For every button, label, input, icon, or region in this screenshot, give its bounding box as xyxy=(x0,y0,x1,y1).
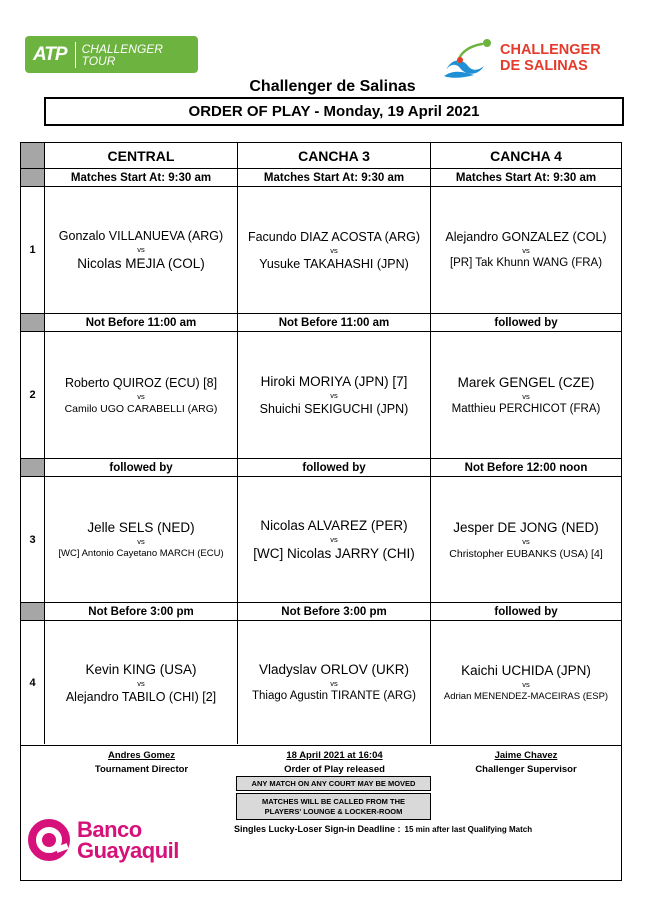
versus-label: vs xyxy=(522,536,530,546)
banco-guayaquil-text xyxy=(77,819,179,861)
match-cell xyxy=(431,332,621,459)
match-cell xyxy=(238,187,431,314)
match-cell xyxy=(45,621,238,744)
deadline-label: Singles Lucky-Loser Sign-in Deadline : xyxy=(234,824,401,834)
start-time-central: Not Before 11:00 am xyxy=(45,314,238,332)
start-time-cancha-3: followed by xyxy=(238,459,431,477)
players-lounge-notice xyxy=(236,793,431,820)
release-timestamp: 18 April 2021 at 16:04 xyxy=(286,750,383,761)
atp-logo-line2: TOUR xyxy=(81,53,116,68)
match-moved-notice: ANY MATCH ON ANY COURT MAY BE MOVED xyxy=(236,776,431,791)
player-one: Alejandro GONZALEZ (COL) xyxy=(445,230,607,244)
start-time-cancha-4: Matches Start At: 9:30 am xyxy=(431,169,621,187)
match-cell xyxy=(45,477,238,603)
versus-label: vs xyxy=(137,678,145,688)
player-two: [PR] Tak Khunn WANG (FRA) xyxy=(449,257,603,269)
start-time-cancha-3: Not Before 11:00 am xyxy=(238,314,431,332)
versus-label: vs xyxy=(137,391,145,401)
versus-label: vs xyxy=(330,391,338,400)
player-one: Roberto QUIROZ (ECU) [8] xyxy=(64,375,218,390)
banco-guayaquil-logo xyxy=(27,818,179,862)
player-two: Thiago Agustin TIRANTE (ARG) xyxy=(251,690,417,702)
release-label: Order of Play released xyxy=(284,764,385,775)
time-row-marker xyxy=(21,603,45,621)
time-row-marker xyxy=(21,314,45,332)
supervisor-role: Challenger Supervisor xyxy=(475,764,577,775)
match-cell xyxy=(45,332,238,459)
supervisor-block xyxy=(431,750,621,775)
banco-guayaquil-ring-icon xyxy=(27,818,71,862)
match-order-number: 2 xyxy=(21,332,45,459)
start-time-central: followed by xyxy=(45,459,238,477)
versus-label: vs xyxy=(137,537,145,546)
match-cell xyxy=(45,187,238,314)
match-order-number: 4 xyxy=(21,621,45,744)
start-time-cancha-4: Not Before 12:00 noon xyxy=(431,459,621,477)
versus-label: vs xyxy=(522,391,530,401)
time-row-marker xyxy=(21,459,45,477)
player-one: Gonzalo VILLANUEVA (ARG) xyxy=(58,229,224,243)
match-order-number: 3 xyxy=(21,477,45,603)
player-two: Matthieu PERCHICOT (FRA) xyxy=(451,402,601,415)
player-two: [WC] Nicolas JARRY (CHI) xyxy=(253,546,415,561)
court-header-cancha-4: CANCHA 4 xyxy=(431,143,621,169)
start-time-central: Matches Start At: 9:30 am xyxy=(45,169,238,187)
player-two: Adrian MENENDEZ-MACEIRAS (ESP) xyxy=(443,691,609,702)
atp-challenger-tour-logo xyxy=(25,36,198,73)
order-of-play-date: ORDER OF PLAY - Monday, 19 April 2021 xyxy=(44,97,624,126)
start-time-cancha-3: Not Before 3:00 pm xyxy=(238,603,431,621)
match-cell xyxy=(238,332,431,459)
director-name: Andres Gomez xyxy=(107,750,176,761)
player-one: Facundo DIAZ ACOSTA (ARG) xyxy=(247,229,421,244)
salinas-logo-line1: CHALLENGER xyxy=(500,42,601,58)
match-order-number: 1 xyxy=(21,187,45,314)
player-one: Nicolas ALVAREZ (PER) xyxy=(260,518,408,533)
atp-logo-mark: ATP xyxy=(33,43,67,65)
time-row-marker xyxy=(21,169,45,187)
player-one: Vladyslav ORLOV (UKR) xyxy=(258,662,410,677)
start-time-cancha-3: Matches Start At: 9:30 am xyxy=(238,169,431,187)
challenger-de-salinas-logo xyxy=(440,36,625,80)
player-two: Camilo UGO CARABELLI (ARG) xyxy=(64,402,218,415)
match-cell xyxy=(238,621,431,744)
court-header-cancha-3: CANCHA 3 xyxy=(238,143,431,169)
match-cell xyxy=(238,477,431,603)
deadline-value: 15 min after last Qualifying Match xyxy=(404,825,533,834)
versus-label: vs xyxy=(522,246,530,255)
player-two: Nicolas MEJIA (COL) xyxy=(77,256,205,271)
versus-label: vs xyxy=(522,680,530,689)
atp-logo-line1: CHALLENGER xyxy=(81,41,163,56)
player-one: Jesper DE JONG (NED) xyxy=(453,519,599,535)
footer-panel xyxy=(20,746,622,881)
player-two: Yusuke TAKAHASHI (JPN) xyxy=(259,256,409,271)
tournament-director-block xyxy=(45,750,238,775)
versus-label: vs xyxy=(330,245,338,255)
release-info-block xyxy=(238,750,431,775)
bank-logo-line1: Banco xyxy=(77,817,142,842)
player-two: Shuichi SEKIGUCHI (JPN) xyxy=(259,402,409,416)
player-two: Christopher EUBANKS (USA) [4] xyxy=(449,547,603,560)
start-time-cancha-4: followed by xyxy=(431,314,621,332)
court-header-central: CENTRAL xyxy=(45,143,238,169)
director-role: Tournament Director xyxy=(94,764,189,775)
versus-label: vs xyxy=(330,535,338,544)
lucky-loser-deadline xyxy=(234,824,532,834)
tournament-title: Challenger de Salinas xyxy=(249,78,416,95)
player-one: Kaichi UCHIDA (JPN) xyxy=(461,663,591,678)
player-two: Alejandro TABILO (CHI) [2] xyxy=(65,689,217,704)
supervisor-name: Jaime Chavez xyxy=(494,750,558,761)
start-time-cancha-4: followed by xyxy=(431,603,621,621)
match-cell xyxy=(431,187,621,314)
versus-label: vs xyxy=(330,679,338,688)
player-one: Jelle SELS (NED) xyxy=(87,520,195,535)
player-one: Kevin KING (USA) xyxy=(85,661,197,677)
players-lounge-notice-line1: MATCHES WILL BE CALLED FROM THE xyxy=(261,796,406,806)
order-of-play-table xyxy=(20,142,622,746)
match-cell xyxy=(431,621,621,744)
start-time-central: Not Before 3:00 pm xyxy=(45,603,238,621)
atp-logo-divider xyxy=(75,42,76,68)
versus-label: vs xyxy=(137,245,145,254)
tennis-wave-icon xyxy=(440,36,498,80)
salinas-logo-line2: DE SALINAS xyxy=(500,58,588,74)
atp-logo-text xyxy=(82,43,163,67)
player-one: Hiroki MORIYA (JPN) [7] xyxy=(260,374,408,389)
bank-logo-line2: Guayaquil xyxy=(77,838,179,863)
players-lounge-notice-line2: PLAYERS' LOUNGE & LOCKER-ROOM xyxy=(264,806,403,816)
match-cell xyxy=(431,477,621,603)
corner-cell xyxy=(21,143,45,169)
player-two: [WC] Antonio Cayetano MARCH (ECU) xyxy=(58,548,224,559)
salinas-logo-text xyxy=(500,42,601,74)
player-one: Marek GENGEL (CZE) xyxy=(457,374,595,390)
